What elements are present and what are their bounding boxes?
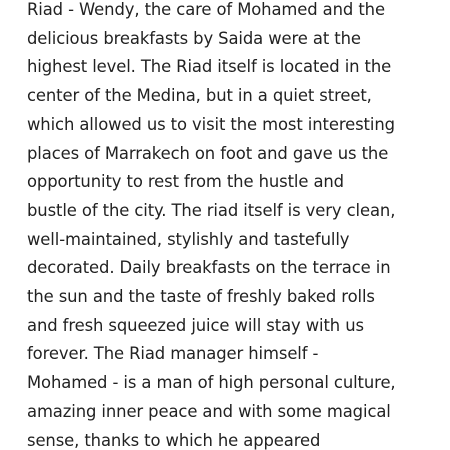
review-line: amazing inner peace and with some magical [27, 401, 391, 421]
review-line: opportunity to rest from the hustle and [27, 172, 344, 192]
review-line: places of Marrakech on foot and gave us the [27, 143, 389, 163]
review-line: and fresh squeezed juice will stay with us [27, 315, 364, 335]
review-line: delicious breakfasts by Saida were at the [27, 28, 361, 48]
review-line: center of the Medina, but in a quiet street, [27, 86, 372, 106]
review-line: highest level. The Riad itself is located in the [27, 57, 392, 77]
review-line: forever. The Riad manager himself - [27, 344, 319, 364]
review-line: Riad - Wendy, the care of Mohamed and the [27, 0, 385, 19]
review-text [27, 0, 447, 450]
review-line: bustle of the city. The riad itself is very clean, [27, 200, 396, 220]
review-line: sense, thanks to which he appeared [27, 430, 321, 450]
review-line: Mohamed - is a man of high personal culture, [27, 373, 396, 393]
review-line: decorated. Daily breakfasts on the terrace in [27, 258, 391, 278]
review-line: well-maintained, stylishly and tastefully [27, 229, 350, 249]
review-line: the sun and the taste of freshly baked rolls [27, 287, 375, 307]
review-line: which allowed us to visit the most interesting [27, 114, 395, 134]
